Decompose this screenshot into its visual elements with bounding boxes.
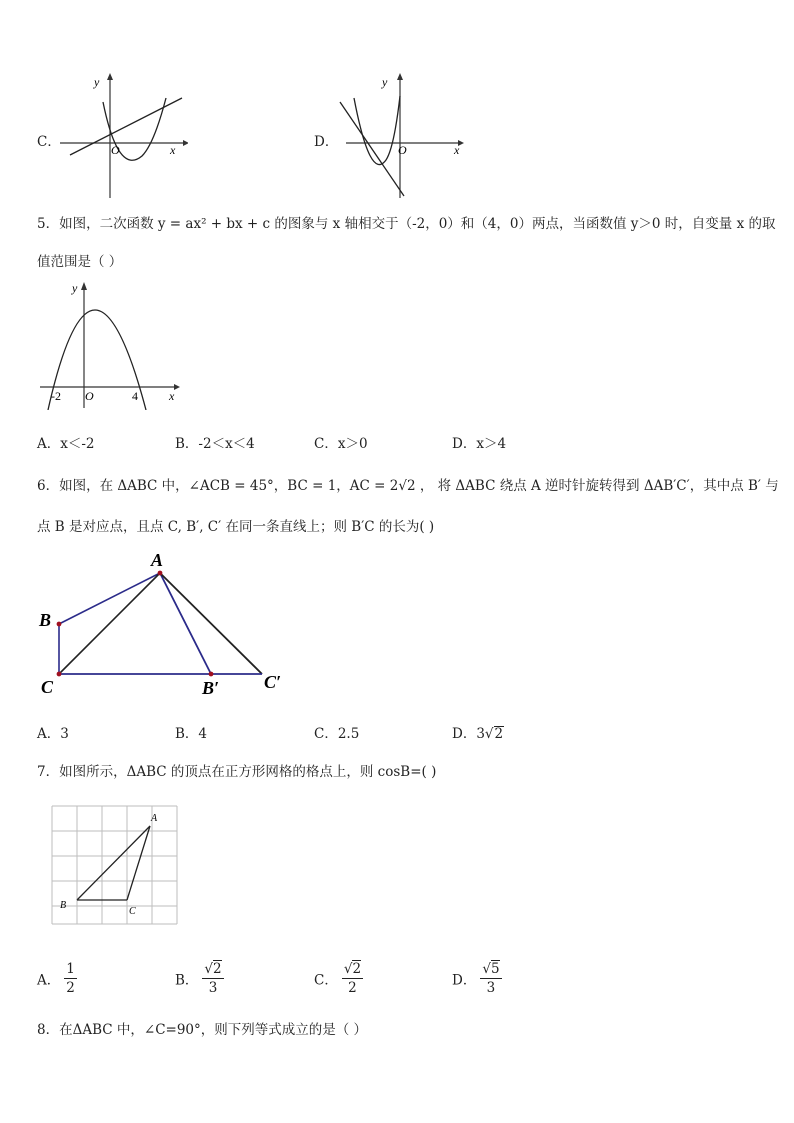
fraction: $\frac{√5}{3}$ [482,961,500,996]
q6-point-c-prime: C′ [264,672,282,692]
q6-triangle-figure [36,548,298,698]
q6-option-a[interactable]: A．3 [37,726,69,742]
fraction: $\frac{√2}{2}$ [343,961,362,996]
q5-option-d[interactable]: D．x＞4 [452,436,507,452]
q4c-x-label: x [170,143,176,157]
fraction: $\frac{√2}{3}$ [204,961,222,996]
q5-tick-left: -2 [51,389,61,403]
q4-option-d-graph [336,72,468,200]
q4d-y-label: y [382,75,388,89]
q5-option-c[interactable]: C．x＞0 [314,436,368,452]
q5-y-label: y [72,281,78,295]
q5-text-line1: 5．如图，二次函数 y = ax² + bx + c 的图象与 x 轴相交于（-2，0）和（4，0）两点，当函数值 y＞0 时，自变量 x 的取 [37,216,776,232]
q5-text-line2: 值范围是（ ） [37,254,123,270]
q7-point-b: B [60,900,67,911]
q6-point-b: B [39,610,52,630]
q5-origin-label: O [85,389,94,403]
q4d-origin-label: O [398,143,407,157]
q6-point-c: C [41,677,54,697]
fraction: $\frac{1}{2}$ [66,961,75,996]
q5-tick-right: 4 [132,389,138,403]
q5-option-b[interactable]: B．-2＜x＜4 [175,436,255,452]
q8-text: 8．在ΔABC 中，∠C=90°，则下列等式成立的是（ ） [37,1022,368,1038]
q5-parabola-graph [38,280,183,410]
q7-text: 7．如图所示，ΔABC 的顶点在正方形网格的格点上，则 cosB=( ) [37,764,437,780]
q4-option-d-label: D． [314,134,339,150]
q6-option-b[interactable]: B．4 [175,726,208,742]
q6-text-line2: 点 B 是对应点，且点 C, B′, C′ 在同一条直线上；则 B′C 的长为( ) [37,519,435,535]
q6-option-d[interactable]: D．3√2 [452,726,504,742]
q7-point-c: C [129,906,136,917]
q6-point-a: A [151,550,164,570]
q7-option-c[interactable]: C． $\frac{√2}{2}$ [314,961,362,996]
q5-option-a[interactable]: A．x＜-2 [37,436,95,452]
q6-point-b-prime: B′ [202,678,220,698]
q6-option-c[interactable]: C．2.5 [314,726,360,742]
q7-option-a[interactable]: A． $\frac{1}{2}$ [37,961,75,996]
q4-option-c-graph [58,72,188,200]
q7-point-a: A [151,813,158,824]
q7-grid-figure [50,804,180,928]
q4d-x-label: x [454,143,460,157]
q6-text-line1: 6．如图，在 ΔABC 中，∠ACB = 45°，BC = 1，AC = 2√2 ， 将 ΔABC 绕点 A 逆时针旋转得到 ΔAB′C′，其中点 B′ 与 [37,478,779,494]
q7-option-d[interactable]: D． $\frac{√5}{3}$ [452,961,500,996]
q4-option-c-label: C． [37,134,61,150]
q4c-origin-label: O [111,143,120,157]
q5-x-label: x [169,389,175,403]
q4c-y-label: y [94,75,100,89]
sqrt-symbol: √2 [484,726,504,742]
q7-option-b[interactable]: B． $\frac{√2}{3}$ [175,961,222,996]
